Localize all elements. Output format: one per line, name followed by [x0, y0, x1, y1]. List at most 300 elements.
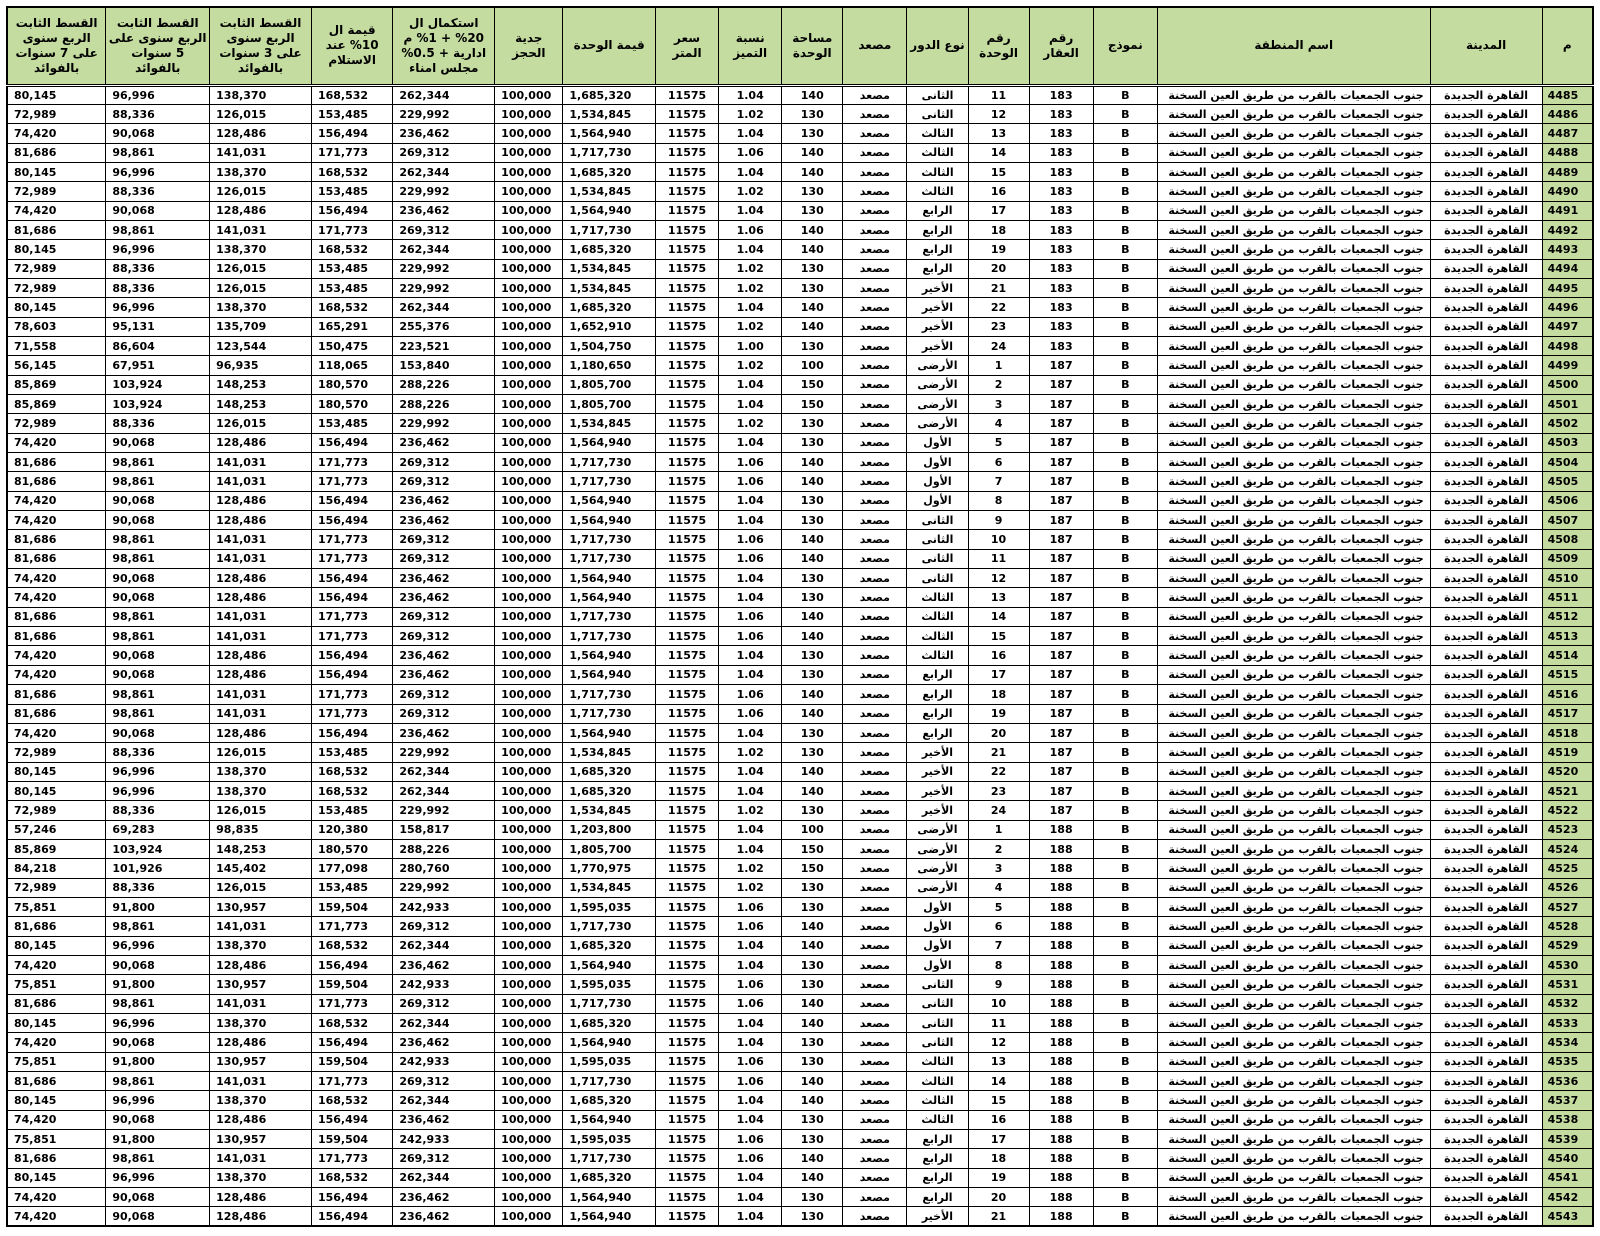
- cell-unit: 13: [968, 588, 1029, 607]
- cell-premium: 1.04: [719, 1207, 782, 1226]
- cell-size: 150: [782, 375, 843, 394]
- cell-booking: 100,000: [495, 1207, 563, 1226]
- cell-booking: 100,000: [495, 936, 563, 955]
- cell-installment-3y: 128,486: [210, 1033, 312, 1052]
- cell-handover: 156,494: [311, 1110, 392, 1129]
- cell-building: 187: [1029, 395, 1093, 414]
- cell-installment-5y: 96,996: [106, 781, 210, 800]
- cell-model: B: [1093, 723, 1157, 742]
- cell-area: جنوب الجمعيات بالقرب من طريق العين السخنة: [1157, 472, 1430, 491]
- cell-unit: 19: [968, 240, 1029, 259]
- cell-booking: 100,000: [495, 201, 563, 220]
- cell-floor: الأخير: [907, 298, 968, 317]
- cell-size: 140: [782, 162, 843, 181]
- table-row: [7, 104, 1593, 123]
- cell-size: 140: [782, 472, 843, 491]
- cell-unit: 7: [968, 472, 1029, 491]
- cell-price-per-meter: 11575: [656, 375, 719, 394]
- cell-model: B: [1093, 801, 1157, 820]
- cell-price-per-meter: 11575: [656, 414, 719, 433]
- cell-installment-7y: 74,420: [7, 1110, 106, 1129]
- cell-handover: 156,494: [311, 1188, 392, 1207]
- cell-city: القاهرة الجديدة: [1430, 1149, 1542, 1168]
- cell-installment-7y: 72,989: [7, 878, 106, 897]
- cell-price-per-meter: 11575: [656, 549, 719, 568]
- cell-installment-3y: 138,370: [210, 1168, 312, 1187]
- cell-handover: 171,773: [311, 685, 392, 704]
- cell-premium: 1.04: [719, 85, 782, 104]
- cell-handover: 156,494: [311, 1207, 392, 1226]
- cell-building: 187: [1029, 704, 1093, 723]
- cell-installment-3y: 141,031: [210, 994, 312, 1013]
- cell-premium: 1.04: [719, 1091, 782, 1110]
- cell-unit-value: 1,564,940: [563, 723, 656, 742]
- cell-installment-3y: 126,015: [210, 878, 312, 897]
- cell-elevator: مصعد: [843, 1033, 907, 1052]
- cell-floor: الرابع: [907, 259, 968, 278]
- cell-premium: 1.06: [719, 530, 782, 549]
- cell-size: 140: [782, 298, 843, 317]
- cell-unit: 22: [968, 298, 1029, 317]
- cell-premium: 1.02: [719, 104, 782, 123]
- cell-installment-5y: 90,068: [106, 201, 210, 220]
- cell-size: 140: [782, 607, 843, 626]
- cell-area: جنوب الجمعيات بالقرب من طريق العين السخنة: [1157, 1207, 1430, 1226]
- cell-elevator: مصعد: [843, 762, 907, 781]
- cell-area: جنوب الجمعيات بالقرب من طريق العين السخنة: [1157, 607, 1430, 626]
- cell-premium: 1.04: [719, 646, 782, 665]
- cell-size: 140: [782, 1072, 843, 1091]
- table-row: [7, 1014, 1593, 1033]
- cell-model: B: [1093, 878, 1157, 897]
- cell-size: 130: [782, 975, 843, 994]
- cell-index: 4529: [1542, 936, 1593, 955]
- cell-handover: 156,494: [311, 646, 392, 665]
- cell-model: B: [1093, 1168, 1157, 1187]
- cell-booking: 100,000: [495, 124, 563, 143]
- cell-booking: 100,000: [495, 1091, 563, 1110]
- cell-installment-7y: 74,420: [7, 491, 106, 510]
- cell-completion: 242,933: [393, 1052, 495, 1071]
- cell-city: القاهرة الجديدة: [1430, 549, 1542, 568]
- table-row: [7, 395, 1593, 414]
- cell-floor: الأرضى: [907, 859, 968, 878]
- cell-floor: الرابع: [907, 685, 968, 704]
- cell-unit: 10: [968, 530, 1029, 549]
- cell-city: القاهرة الجديدة: [1430, 665, 1542, 684]
- cell-installment-5y: 98,861: [106, 530, 210, 549]
- cell-completion: 269,312: [393, 1072, 495, 1091]
- cell-handover: 153,485: [311, 801, 392, 820]
- cell-booking: 100,000: [495, 104, 563, 123]
- cell-installment-7y: 78,603: [7, 317, 106, 336]
- cell-unit-value: 1,717,730: [563, 549, 656, 568]
- cell-unit-value: 1,534,845: [563, 182, 656, 201]
- cell-size: 130: [782, 433, 843, 452]
- cell-installment-3y: 126,015: [210, 743, 312, 762]
- cell-unit: 3: [968, 395, 1029, 414]
- cell-building: 188: [1029, 917, 1093, 936]
- cell-model: B: [1093, 569, 1157, 588]
- cell-unit: 14: [968, 143, 1029, 162]
- cell-unit: 23: [968, 317, 1029, 336]
- cell-completion: 236,462: [393, 1110, 495, 1129]
- cell-unit: 15: [968, 627, 1029, 646]
- cell-installment-7y: 81,686: [7, 1149, 106, 1168]
- cell-installment-5y: 96,996: [106, 936, 210, 955]
- cell-unit-value: 1,564,940: [563, 1207, 656, 1226]
- cell-installment-3y: 126,015: [210, 801, 312, 820]
- cell-price-per-meter: 11575: [656, 530, 719, 549]
- cell-area: جنوب الجمعيات بالقرب من طريق العين السخنة: [1157, 433, 1430, 452]
- table-row: [7, 162, 1593, 181]
- cell-area: جنوب الجمعيات بالقرب من طريق العين السخنة: [1157, 936, 1430, 955]
- cell-unit: 21: [968, 278, 1029, 297]
- cell-handover: 171,773: [311, 627, 392, 646]
- cell-completion: 269,312: [393, 220, 495, 239]
- col-header-completion: استكمال ال 20% + 1% م ادارية + 0.5% مجلس امناء: [393, 7, 495, 85]
- table-row: [7, 1052, 1593, 1071]
- cell-booking: 100,000: [495, 917, 563, 936]
- cell-building: 187: [1029, 356, 1093, 375]
- cell-area: جنوب الجمعيات بالقرب من طريق العين السخنة: [1157, 897, 1430, 916]
- cell-price-per-meter: 11575: [656, 259, 719, 278]
- cell-installment-5y: 103,924: [106, 839, 210, 858]
- cell-price-per-meter: 11575: [656, 685, 719, 704]
- cell-premium: 1.02: [719, 356, 782, 375]
- cell-city: القاهرة الجديدة: [1430, 1014, 1542, 1033]
- cell-unit-value: 1,685,320: [563, 762, 656, 781]
- cell-unit: 11: [968, 1014, 1029, 1033]
- cell-model: B: [1093, 743, 1157, 762]
- table-row: [7, 801, 1593, 820]
- cell-installment-7y: 81,686: [7, 472, 106, 491]
- cell-premium: 1.02: [719, 878, 782, 897]
- cell-size: 100: [782, 356, 843, 375]
- cell-area: جنوب الجمعيات بالقرب من طريق العين السخنة: [1157, 220, 1430, 239]
- cell-booking: 100,000: [495, 994, 563, 1013]
- cell-unit-value: 1,717,730: [563, 704, 656, 723]
- cell-booking: 100,000: [495, 259, 563, 278]
- cell-building: 187: [1029, 801, 1093, 820]
- cell-completion: 236,462: [393, 491, 495, 510]
- cell-price-per-meter: 11575: [656, 801, 719, 820]
- cell-floor: الثالث: [907, 607, 968, 626]
- cell-premium: 1.02: [719, 317, 782, 336]
- cell-model: B: [1093, 220, 1157, 239]
- cell-area: جنوب الجمعيات بالقرب من طريق العين السخنة: [1157, 994, 1430, 1013]
- table-row: [7, 259, 1593, 278]
- cell-unit-value: 1,717,730: [563, 453, 656, 472]
- cell-city: القاهرة الجديدة: [1430, 975, 1542, 994]
- cell-index: 4501: [1542, 395, 1593, 414]
- cell-completion: 262,344: [393, 240, 495, 259]
- cell-unit-value: 1,564,940: [563, 511, 656, 530]
- header-row: [7, 7, 1593, 85]
- cell-floor: الرابع: [907, 1130, 968, 1149]
- cell-installment-5y: 96,996: [106, 1168, 210, 1187]
- cell-installment-7y: 74,420: [7, 1188, 106, 1207]
- cell-index: 4495: [1542, 278, 1593, 297]
- cell-unit: 21: [968, 1207, 1029, 1226]
- cell-handover: 171,773: [311, 1072, 392, 1091]
- cell-index: 4486: [1542, 104, 1593, 123]
- cell-installment-7y: 81,686: [7, 143, 106, 162]
- cell-building: 183: [1029, 278, 1093, 297]
- cell-area: جنوب الجمعيات بالقرب من طريق العين السخنة: [1157, 743, 1430, 762]
- cell-premium: 1.06: [719, 1052, 782, 1071]
- cell-booking: 100,000: [495, 878, 563, 897]
- cell-price-per-meter: 11575: [656, 1052, 719, 1071]
- cell-price-per-meter: 11575: [656, 298, 719, 317]
- cell-elevator: مصعد: [843, 607, 907, 626]
- cell-index: 4537: [1542, 1091, 1593, 1110]
- cell-installment-7y: 80,145: [7, 1168, 106, 1187]
- cell-installment-7y: 75,851: [7, 1052, 106, 1071]
- cell-area: جنوب الجمعيات بالقرب من طريق العين السخنة: [1157, 124, 1430, 143]
- cell-area: جنوب الجمعيات بالقرب من طريق العين السخنة: [1157, 781, 1430, 800]
- cell-installment-3y: 128,486: [210, 1188, 312, 1207]
- cell-floor: الأول: [907, 955, 968, 974]
- cell-installment-3y: 128,486: [210, 201, 312, 220]
- cell-installment-7y: 81,686: [7, 685, 106, 704]
- cell-premium: 1.04: [719, 433, 782, 452]
- cell-city: القاهرة الجديدة: [1430, 453, 1542, 472]
- cell-price-per-meter: 11575: [656, 820, 719, 839]
- cell-city: القاهرة الجديدة: [1430, 278, 1542, 297]
- cell-handover: 156,494: [311, 588, 392, 607]
- cell-index: 4505: [1542, 472, 1593, 491]
- cell-handover: 171,773: [311, 1149, 392, 1168]
- cell-index: 4493: [1542, 240, 1593, 259]
- cell-installment-5y: 91,800: [106, 1052, 210, 1071]
- cell-city: القاهرة الجديدة: [1430, 356, 1542, 375]
- cell-handover: 168,532: [311, 1091, 392, 1110]
- cell-size: 140: [782, 627, 843, 646]
- col-header-premium: نسبة التميز: [719, 7, 782, 85]
- cell-index: 4496: [1542, 298, 1593, 317]
- cell-premium: 1.06: [719, 1149, 782, 1168]
- cell-premium: 1.02: [719, 743, 782, 762]
- cell-model: B: [1093, 704, 1157, 723]
- cell-floor: الثالث: [907, 1072, 968, 1091]
- cell-installment-3y: 128,486: [210, 588, 312, 607]
- cell-price-per-meter: 11575: [656, 994, 719, 1013]
- cell-model: B: [1093, 104, 1157, 123]
- cell-price-per-meter: 11575: [656, 491, 719, 510]
- cell-city: القاهرة الجديدة: [1430, 820, 1542, 839]
- cell-size: 130: [782, 723, 843, 742]
- cell-premium: 1.04: [719, 588, 782, 607]
- cell-booking: 100,000: [495, 511, 563, 530]
- cell-handover: 153,485: [311, 259, 392, 278]
- cell-unit-value: 1,564,940: [563, 491, 656, 510]
- cell-completion: 269,312: [393, 143, 495, 162]
- cell-building: 187: [1029, 723, 1093, 742]
- cell-index: 4513: [1542, 627, 1593, 646]
- cell-unit: 18: [968, 685, 1029, 704]
- cell-index: 4497: [1542, 317, 1593, 336]
- cell-elevator: مصعد: [843, 1014, 907, 1033]
- cell-index: 4526: [1542, 878, 1593, 897]
- cell-completion: 269,312: [393, 607, 495, 626]
- cell-elevator: مصعد: [843, 955, 907, 974]
- cell-elevator: مصعد: [843, 259, 907, 278]
- cell-booking: 100,000: [495, 1188, 563, 1207]
- cell-handover: 159,504: [311, 897, 392, 916]
- cell-unit: 14: [968, 607, 1029, 626]
- cell-booking: 100,000: [495, 414, 563, 433]
- cell-elevator: مصعد: [843, 859, 907, 878]
- cell-floor: الأول: [907, 936, 968, 955]
- cell-completion: 229,992: [393, 278, 495, 297]
- cell-installment-7y: 80,145: [7, 240, 106, 259]
- cell-city: القاهرة الجديدة: [1430, 955, 1542, 974]
- cell-unit-value: 1,717,730: [563, 917, 656, 936]
- cell-handover: 153,485: [311, 278, 392, 297]
- table-row: [7, 897, 1593, 916]
- table-row: [7, 336, 1593, 355]
- cell-handover: 168,532: [311, 85, 392, 104]
- cell-city: القاهرة الجديدة: [1430, 511, 1542, 530]
- cell-installment-5y: 98,861: [106, 917, 210, 936]
- cell-unit: 18: [968, 220, 1029, 239]
- cell-installment-3y: 141,031: [210, 530, 312, 549]
- cell-area: جنوب الجمعيات بالقرب من طريق العين السخنة: [1157, 1149, 1430, 1168]
- table-row: [7, 1110, 1593, 1129]
- cell-price-per-meter: 11575: [656, 762, 719, 781]
- cell-building: 183: [1029, 201, 1093, 220]
- cell-elevator: مصعد: [843, 627, 907, 646]
- cell-unit-value: 1,717,730: [563, 472, 656, 491]
- cell-size: 130: [782, 124, 843, 143]
- cell-model: B: [1093, 762, 1157, 781]
- cell-completion: 242,933: [393, 975, 495, 994]
- cell-installment-5y: 96,996: [106, 1014, 210, 1033]
- cell-area: جنوب الجمعيات بالقرب من طريق العين السخنة: [1157, 646, 1430, 665]
- cell-booking: 100,000: [495, 646, 563, 665]
- cell-installment-3y: 141,031: [210, 627, 312, 646]
- cell-premium: 1.04: [719, 395, 782, 414]
- cell-premium: 1.06: [719, 975, 782, 994]
- cell-area: جنوب الجمعيات بالقرب من طريق العين السخنة: [1157, 143, 1430, 162]
- cell-installment-5y: 103,924: [106, 375, 210, 394]
- cell-price-per-meter: 11575: [656, 1207, 719, 1226]
- table-row: [7, 472, 1593, 491]
- cell-booking: 100,000: [495, 762, 563, 781]
- table-row: [7, 704, 1593, 723]
- cell-installment-5y: 98,861: [106, 607, 210, 626]
- col-header-handover: قيمة ال 10% عند الاستلام: [311, 7, 392, 85]
- cell-unit-value: 1,717,730: [563, 1149, 656, 1168]
- cell-model: B: [1093, 317, 1157, 336]
- cell-installment-3y: 128,486: [210, 1110, 312, 1129]
- cell-model: B: [1093, 839, 1157, 858]
- cell-completion: 262,344: [393, 298, 495, 317]
- cell-price-per-meter: 11575: [656, 627, 719, 646]
- cell-installment-5y: 90,068: [106, 955, 210, 974]
- cell-area: جنوب الجمعيات بالقرب من طريق العين السخنة: [1157, 685, 1430, 704]
- cell-handover: 159,504: [311, 1130, 392, 1149]
- cell-elevator: مصعد: [843, 472, 907, 491]
- col-header-size: مساحة الوحدة: [782, 7, 843, 85]
- cell-premium: 1.06: [719, 472, 782, 491]
- cell-size: 130: [782, 336, 843, 355]
- table-row: [7, 569, 1593, 588]
- cell-city: القاهرة الجديدة: [1430, 646, 1542, 665]
- cell-index: 4499: [1542, 356, 1593, 375]
- cell-area: جنوب الجمعيات بالقرب من طريق العين السخنة: [1157, 317, 1430, 336]
- units-price-table: [6, 6, 1594, 1227]
- cell-area: جنوب الجمعيات بالقرب من طريق العين السخنة: [1157, 1168, 1430, 1187]
- cell-model: B: [1093, 336, 1157, 355]
- cell-booking: 100,000: [495, 627, 563, 646]
- cell-installment-3y: 138,370: [210, 781, 312, 800]
- cell-unit-value: 1,564,940: [563, 201, 656, 220]
- cell-area: جنوب الجمعيات بالقرب من طريق العين السخنة: [1157, 336, 1430, 355]
- cell-index: 4511: [1542, 588, 1593, 607]
- cell-installment-7y: 80,145: [7, 762, 106, 781]
- cell-completion: 262,344: [393, 1014, 495, 1033]
- cell-area: جنوب الجمعيات بالقرب من طريق العين السخنة: [1157, 201, 1430, 220]
- cell-booking: 100,000: [495, 1149, 563, 1168]
- cell-elevator: مصعد: [843, 1207, 907, 1226]
- cell-floor: الأخير: [907, 336, 968, 355]
- cell-size: 130: [782, 491, 843, 510]
- cell-installment-5y: 101,926: [106, 859, 210, 878]
- cell-installment-5y: 90,068: [106, 1033, 210, 1052]
- cell-model: B: [1093, 1033, 1157, 1052]
- cell-price-per-meter: 11575: [656, 104, 719, 123]
- cell-elevator: مصعد: [843, 685, 907, 704]
- cell-city: القاهرة الجديدة: [1430, 839, 1542, 858]
- cell-index: 4514: [1542, 646, 1593, 665]
- cell-completion: 262,344: [393, 162, 495, 181]
- cell-size: 140: [782, 1091, 843, 1110]
- cell-city: القاهرة الجديدة: [1430, 897, 1542, 916]
- cell-price-per-meter: 11575: [656, 607, 719, 626]
- cell-floor: الثانى: [907, 549, 968, 568]
- cell-size: 130: [782, 743, 843, 762]
- cell-price-per-meter: 11575: [656, 240, 719, 259]
- cell-price-per-meter: 11575: [656, 162, 719, 181]
- cell-price-per-meter: 11575: [656, 472, 719, 491]
- table-row: [7, 685, 1593, 704]
- col-header-unit: رقم الوحدة: [968, 7, 1029, 85]
- table-row: [7, 549, 1593, 568]
- cell-floor: الرابع: [907, 220, 968, 239]
- cell-installment-3y: 141,031: [210, 917, 312, 936]
- table-row: [7, 1149, 1593, 1168]
- cell-price-per-meter: 11575: [656, 665, 719, 684]
- cell-unit: 5: [968, 897, 1029, 916]
- cell-index: 4490: [1542, 182, 1593, 201]
- cell-booking: 100,000: [495, 607, 563, 626]
- cell-floor: الثانى: [907, 1014, 968, 1033]
- cell-size: 140: [782, 994, 843, 1013]
- cell-building: 187: [1029, 549, 1093, 568]
- cell-installment-7y: 74,420: [7, 955, 106, 974]
- cell-handover: 156,494: [311, 201, 392, 220]
- cell-installment-3y: 130,957: [210, 1052, 312, 1071]
- cell-building: 188: [1029, 1052, 1093, 1071]
- cell-booking: 100,000: [495, 801, 563, 820]
- cell-building: 188: [1029, 1130, 1093, 1149]
- cell-completion: 242,933: [393, 1130, 495, 1149]
- cell-index: 4524: [1542, 839, 1593, 858]
- cell-model: B: [1093, 85, 1157, 104]
- cell-completion: 262,344: [393, 1091, 495, 1110]
